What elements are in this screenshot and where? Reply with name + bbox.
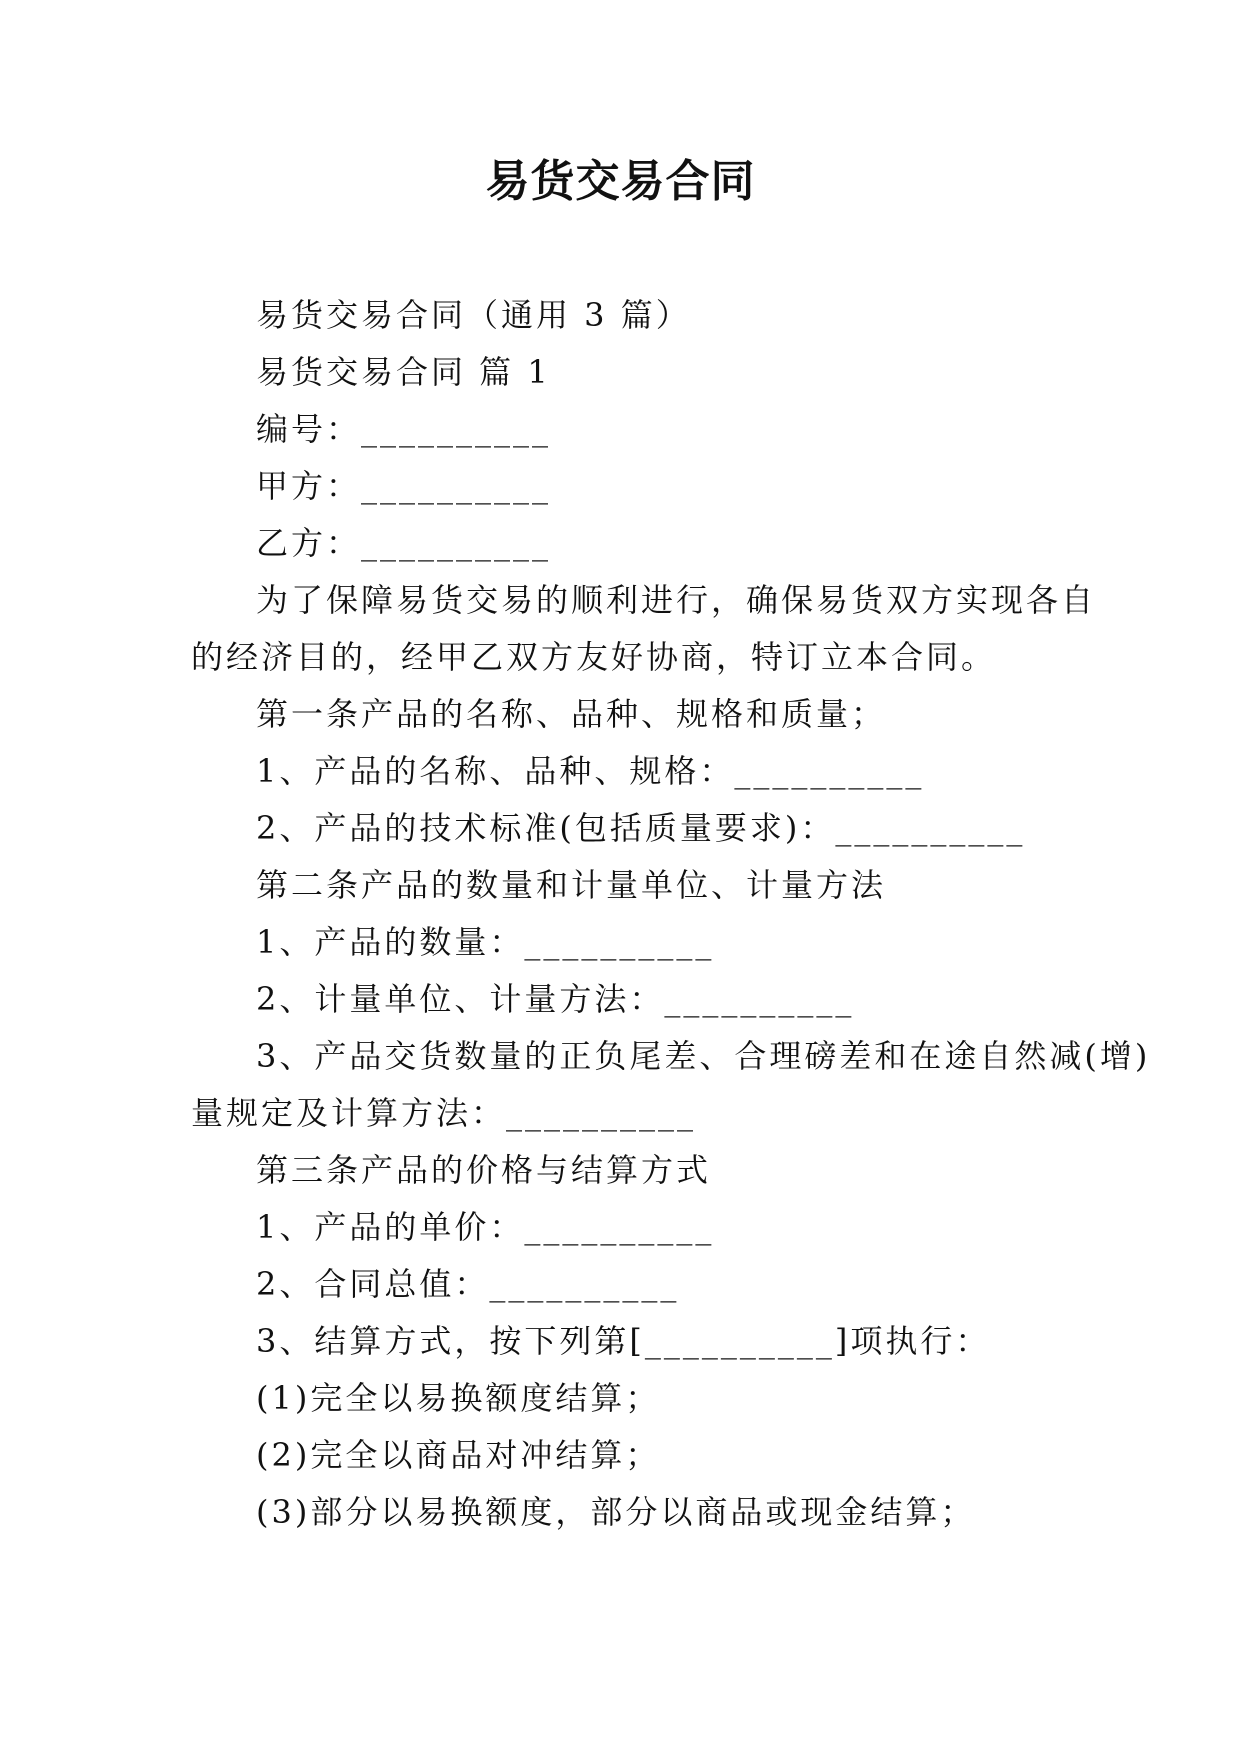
option-line: (1)完全以易换额度结算； [256, 1379, 661, 1417]
option-line: (2)完全以商品对冲结算； [256, 1436, 661, 1474]
article-heading: 第三条产品的价格与结算方式 [256, 1151, 712, 1189]
article-heading: 第一条产品的名称、品种、规格和质量； [256, 695, 887, 733]
clause-line: 2、产品的技术标准(包括质量要求)：__________ [256, 809, 1026, 847]
clause-line: 3、产品交货数量的正负尾差、合理磅差和在途自然减(增) [256, 1037, 1151, 1075]
paragraph-line: 的经济目的，经甲乙双方友好协商，特订立本合同。 [191, 638, 997, 676]
party-b-field-line: 乙方：__________ [256, 524, 552, 562]
paragraph-line: 为了保障易货交易的顺利进行，确保易货双方实现各自 [256, 581, 1097, 619]
clause-line: 1、产品的单价：__________ [256, 1208, 715, 1246]
clause-line: 量规定及计算方法：__________ [191, 1094, 697, 1132]
article-heading: 第二条产品的数量和计量单位、计量方法 [256, 866, 887, 904]
number-field-line: 编号：__________ [256, 410, 552, 448]
clause-line: 2、合同总值：__________ [256, 1265, 680, 1303]
document-title: 易货交易合同 [485, 156, 756, 207]
clause-line: 1、产品的名称、品种、规格：__________ [256, 752, 925, 790]
clause-line: 2、计量单位、计量方法：__________ [256, 980, 855, 1018]
section-heading: 易货交易合同 篇 1 [256, 353, 551, 391]
subtitle-line: 易货交易合同（通用 3 篇） [256, 296, 691, 334]
clause-line: 1、产品的数量：__________ [256, 923, 715, 961]
party-a-field-line: 甲方：__________ [256, 467, 552, 505]
option-line: (3)部分以易换额度，部分以商品或现金结算； [256, 1493, 976, 1531]
clause-line: 3、结算方式，按下列第[__________]项执行： [256, 1322, 991, 1360]
